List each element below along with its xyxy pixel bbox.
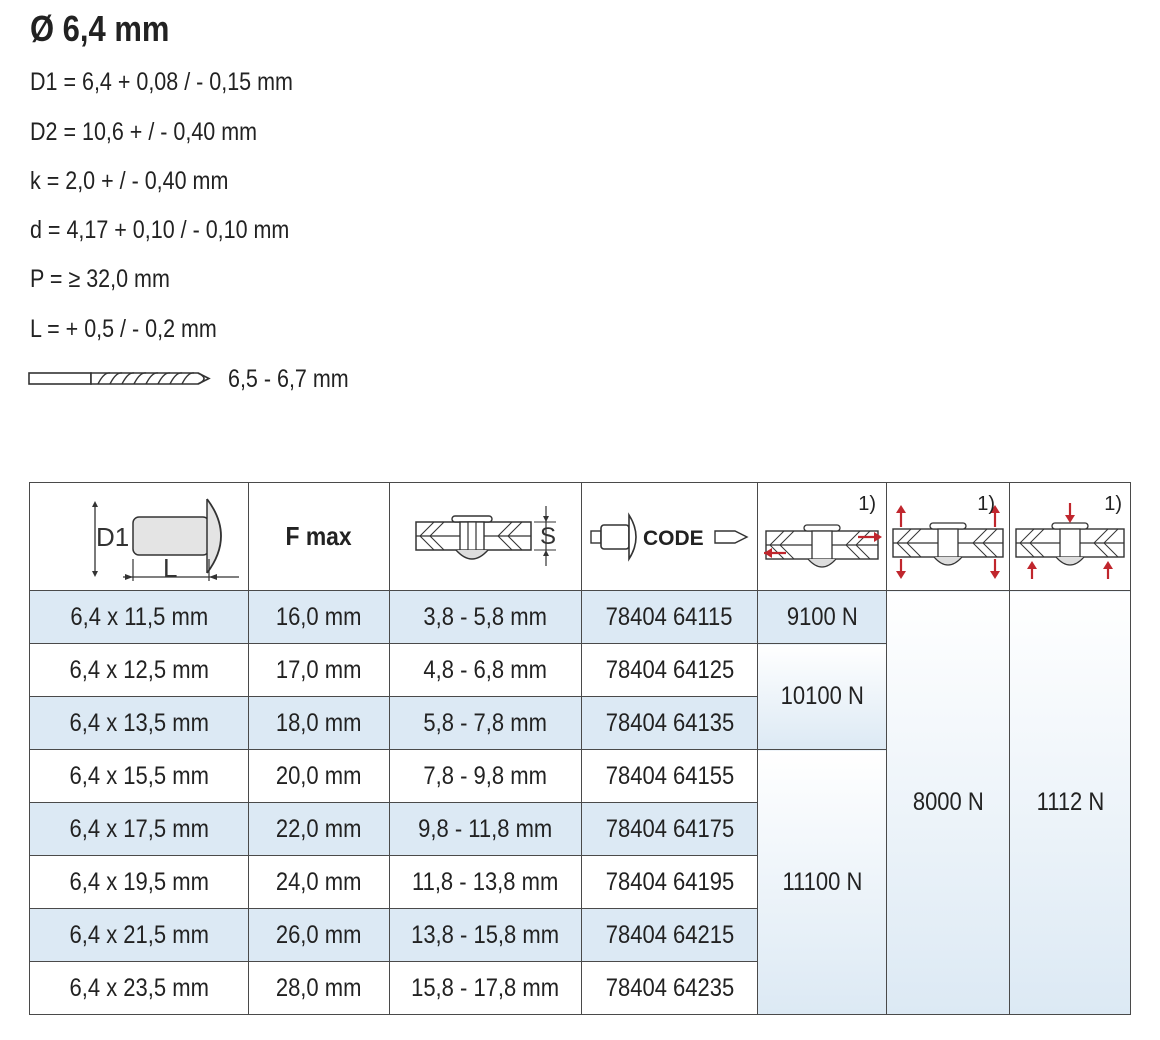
grip-range-value: 3,8 - 5,8 mm	[423, 602, 548, 631]
grip-range-value: 5,8 - 7,8 mm	[423, 708, 548, 737]
spec-d2: D2 = 10,6 + / - 0,40 mm	[30, 118, 258, 146]
fmax-value: 28,0 mm	[276, 973, 362, 1002]
article-code: 78404 64115	[606, 602, 733, 631]
article-code: 78404 64175	[605, 814, 734, 843]
grip-range-value: 15,8 - 17,8 mm	[411, 973, 560, 1002]
rivet-size: 6,4 x 13,5 mm	[69, 708, 209, 737]
header-dimension	[30, 483, 249, 591]
article-code: 78404 64155	[605, 761, 734, 790]
fmax-value: 26,0 mm	[276, 920, 362, 949]
rivet-size: 6,4 x 12,5 mm	[69, 655, 209, 684]
article-code: 78404 64135	[605, 708, 734, 737]
tensile-footnote: 1)	[977, 493, 995, 515]
fmax-value: 20,0 mm	[276, 761, 362, 790]
header-tensile	[887, 483, 1010, 591]
drill-bit-icon	[28, 364, 218, 394]
fmax-value: 16,0 mm	[276, 602, 362, 631]
header-fmax: F max	[249, 483, 390, 591]
shear-value: 10100 N	[780, 682, 864, 710]
code-rivet-icon	[585, 507, 755, 567]
grip-range-value: 9,8 - 11,8 mm	[418, 814, 553, 843]
rivet-size: 6,4 x 17,5 mm	[69, 814, 209, 843]
pullout-value: 1112 N	[1036, 788, 1104, 816]
fmax-value: 17,0 mm	[276, 655, 362, 684]
article-code: 78404 64235	[605, 973, 734, 1002]
rivet-dimension-icon	[39, 487, 239, 587]
shear-footnote: 1)	[858, 493, 876, 515]
article-code: 78404 64195	[605, 867, 734, 896]
spec-l: L = + 0,5 / - 0,2 mm	[30, 315, 217, 343]
grip-range-value: 7,8 - 9,8 mm	[423, 761, 548, 790]
rivet-size: 6,4 x 19,5 mm	[69, 867, 209, 896]
article-code: 78404 64215	[605, 920, 734, 949]
grip-range-value: 13,8 - 15,8 mm	[411, 920, 560, 949]
header-code	[582, 483, 758, 591]
spec-p: P = ≥ 32,0 mm	[30, 265, 170, 293]
fmax-value: 22,0 mm	[276, 814, 362, 843]
shear-value: 11100 N	[782, 867, 862, 896]
rivet-size: 6,4 x 11,5 mm	[70, 602, 208, 631]
rivet-size: 6,4 x 15,5 mm	[69, 761, 209, 790]
rivet-size: 6,4 x 23,5 mm	[69, 973, 209, 1002]
grip-range-value: 4,8 - 6,8 mm	[423, 655, 548, 684]
grip-range-icon	[406, 492, 566, 582]
article-code: 78404 64125	[605, 655, 734, 684]
fmax-value: 24,0 mm	[276, 867, 362, 896]
pullout-footnote: 1)	[1104, 493, 1122, 515]
header-grip-range	[390, 483, 582, 591]
rivet-size: 6,4 x 21,5 mm	[69, 920, 209, 949]
rivet-spec-table	[29, 482, 1131, 1015]
table-row	[30, 591, 1131, 644]
spec-k: k = 2,0 + / - 0,40 mm	[30, 167, 229, 195]
drill-range: 6,5 - 6,7 mm	[228, 365, 349, 393]
header-shear	[758, 483, 887, 591]
shear-value: 9100 N	[786, 602, 858, 631]
spec-d1: D1 = 6,4 + 0,08 / - 0,15 mm	[30, 68, 293, 96]
tensile-value: 8000 N	[912, 788, 984, 816]
svg-text:CODE: CODE	[642, 526, 704, 550]
svg-text:D1: D1	[96, 521, 130, 552]
spec-d: d = 4,17 + 0,10 / - 0,10 mm	[30, 216, 290, 244]
grip-range-value: 11,8 - 13,8 mm	[412, 867, 559, 896]
header-pullout	[1010, 483, 1131, 591]
page-title: Ø 6,4 mm	[30, 8, 170, 49]
svg-text:L: L	[163, 552, 178, 583]
svg-text:S: S	[539, 522, 556, 550]
fmax-value: 18,0 mm	[276, 708, 362, 737]
